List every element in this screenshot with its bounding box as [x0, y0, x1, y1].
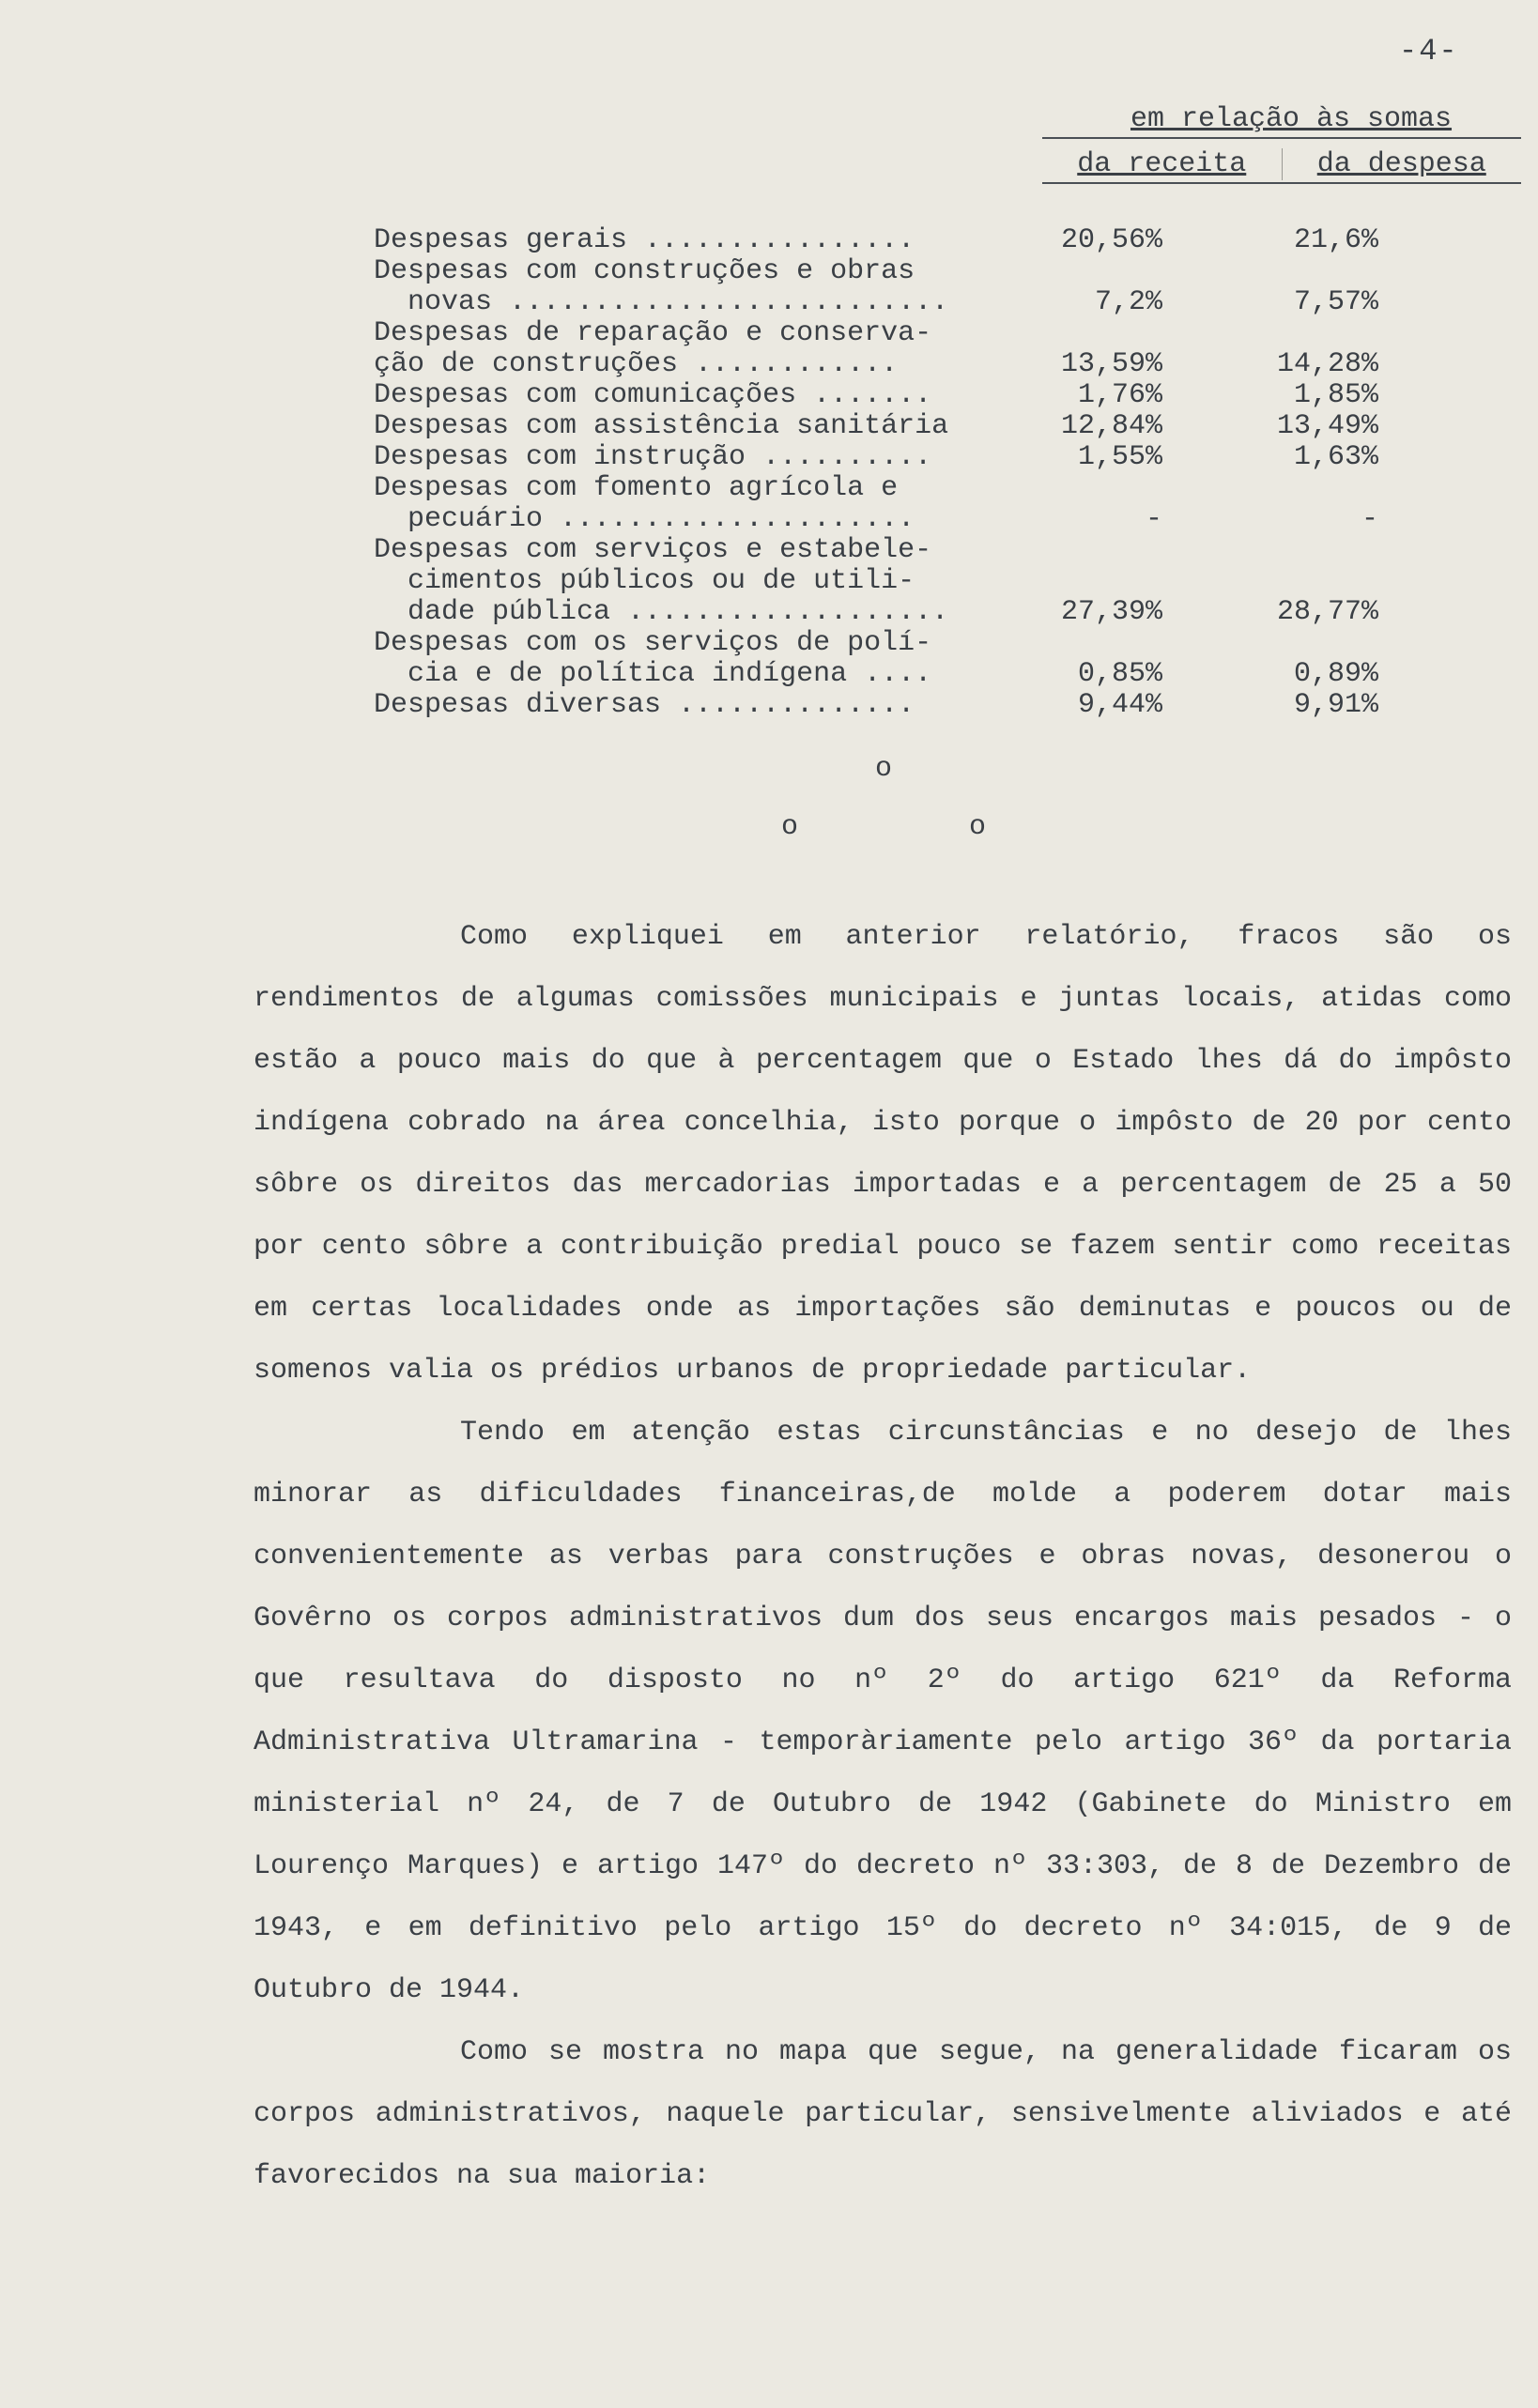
despesa-value: 14,28%	[1276, 348, 1378, 380]
receita-value: 0,85%	[1077, 658, 1162, 690]
group-header-text: em relação às somas	[1130, 103, 1453, 135]
receita-value	[993, 318, 1162, 349]
expense-table	[374, 225, 1500, 721]
table-row	[374, 318, 1500, 349]
receita-value: 13,59%	[1060, 348, 1162, 380]
receita-value	[993, 566, 1162, 597]
despesa-value	[1162, 318, 1378, 349]
despesa-value: 7,57%	[1293, 286, 1378, 318]
separator-mark-top: o	[875, 753, 893, 785]
despesa-value	[1162, 535, 1378, 566]
row-label: cia e de política indígena ....	[374, 658, 932, 690]
paragraph: Como se mostra no mapa que segue, na generalidade ficaram os corpos administrativos, naquele particular, sensivelmente aliviados e até favorecidos na sua maioria:	[254, 2036, 1512, 2192]
table-row	[374, 380, 1500, 411]
group-header	[1042, 103, 1521, 139]
row-label: Despesas com instrução ..........	[374, 441, 932, 473]
separator-mark-right: o	[969, 811, 987, 843]
row-label: Despesas com os serviços de polí-	[374, 627, 932, 659]
receita-value	[993, 256, 1162, 287]
despesa-value: 9,91%	[1293, 689, 1378, 721]
receita-value: 12,84%	[1060, 410, 1162, 442]
table-row	[374, 659, 1500, 690]
row-label: Despesas gerais ................	[374, 224, 915, 256]
receita-value: 27,39%	[1060, 596, 1162, 628]
row-label: Despesas diversas ..............	[374, 689, 915, 721]
paragraph: Tendo em atenção estas circunstâncias e no desejo de lhes minorar as dificuldades financeiras,de molde a poderem dotar mais convenientemente as verbas para construções e obras novas, desonerou o Govêrno os corpos administrativos dum dos seus encargos mais pesados - o que resultava do disposto no nº 2º do artigo 621º da Reforma Administrativa Ultramarina - temporàriamente pelo artigo 36º da portaria ministerial nº 24, de 7 de Outubro de 1942 (Gabinete do Ministro em Lourenço Marques) e artigo 147º do decreto nº 33:303, de 8 de Dezembro de 1943, e em definitivo pelo artigo 15º do decreto nº 34:015, de 9 de Outubro de 1944.	[254, 1417, 1512, 2006]
row-label: Despesas com construções e obras	[374, 255, 915, 287]
paragraph: Como expliquei em anterior relatório, fracos são os rendimentos de algumas comissões municipais e juntas locais, atidas como estão a pouco mais do que à percentagem que o Estado lhes dá do impôsto indígena cobrado na área concelhia, isto porque o impôsto de 20 por cento sôbre os direitos das mercadorias importadas e a percentagem de 25 a 50 por cento sôbre a contribuição predial pouco se fazem sentir como receitas em certas localidades onde as importações são deminutas e poucos ou de somenos valia os prédios urbanos de propriedade particular.	[254, 921, 1512, 1387]
page-number: -4-	[1399, 34, 1459, 69]
receita-value: 20,56%	[1060, 224, 1162, 256]
table-row	[374, 535, 1500, 566]
row-label: dade pública ...................	[374, 596, 949, 628]
receita-value	[993, 473, 1162, 504]
row-label: ção de construções ............	[374, 348, 899, 380]
despesa-value: 0,89%	[1293, 658, 1378, 690]
receita-value: 7,2%	[1094, 286, 1162, 318]
row-label: novas ..........................	[374, 286, 949, 318]
table-row	[374, 442, 1500, 473]
row-label: Despesas com serviços e estabele-	[374, 534, 932, 566]
table-row	[374, 473, 1500, 504]
row-label: Despesas com fomento agrícola e	[374, 472, 899, 504]
row-label: cimentos públicos ou de utili-	[374, 565, 915, 597]
despesa-value	[1162, 628, 1378, 659]
receita-value: -	[1145, 503, 1162, 535]
receita-value	[993, 628, 1162, 659]
row-label: Despesas de reparação e conserva-	[374, 317, 932, 349]
table-column-headers	[1042, 103, 1521, 184]
despesa-value: -	[1361, 503, 1378, 535]
table-row	[374, 225, 1500, 256]
table-row	[374, 566, 1500, 597]
despesa-value: 28,77%	[1276, 596, 1378, 628]
receita-value	[993, 535, 1162, 566]
separator-mark-left: o	[781, 811, 799, 843]
col-despesa-header: da despesa	[1316, 148, 1486, 180]
body-text	[254, 906, 1512, 2207]
table-row	[374, 287, 1500, 318]
table-row	[374, 597, 1500, 628]
col-receita-header: da receita	[1042, 148, 1283, 180]
row-label: pecuário .....................	[374, 503, 915, 535]
despesa-value: 21,6%	[1293, 224, 1378, 256]
receita-value: 9,44%	[1077, 689, 1162, 721]
table-row	[374, 411, 1500, 442]
table-row	[374, 349, 1500, 380]
table-row	[374, 504, 1500, 535]
table-row	[374, 628, 1500, 659]
despesa-value: 1,63%	[1293, 441, 1378, 473]
despesa-value: 1,85%	[1293, 379, 1378, 411]
table-row	[374, 690, 1500, 721]
despesa-value: 13,49%	[1276, 410, 1378, 442]
despesa-value	[1162, 256, 1378, 287]
row-label: Despesas com comunicações .......	[374, 379, 932, 411]
receita-value: 1,76%	[1077, 379, 1162, 411]
row-label: Despesas com assistência sanitária	[374, 410, 949, 442]
despesa-value	[1162, 566, 1378, 597]
receita-value: 1,55%	[1077, 441, 1162, 473]
despesa-value	[1162, 473, 1378, 504]
table-row	[374, 256, 1500, 287]
sub-headers	[1042, 148, 1521, 184]
